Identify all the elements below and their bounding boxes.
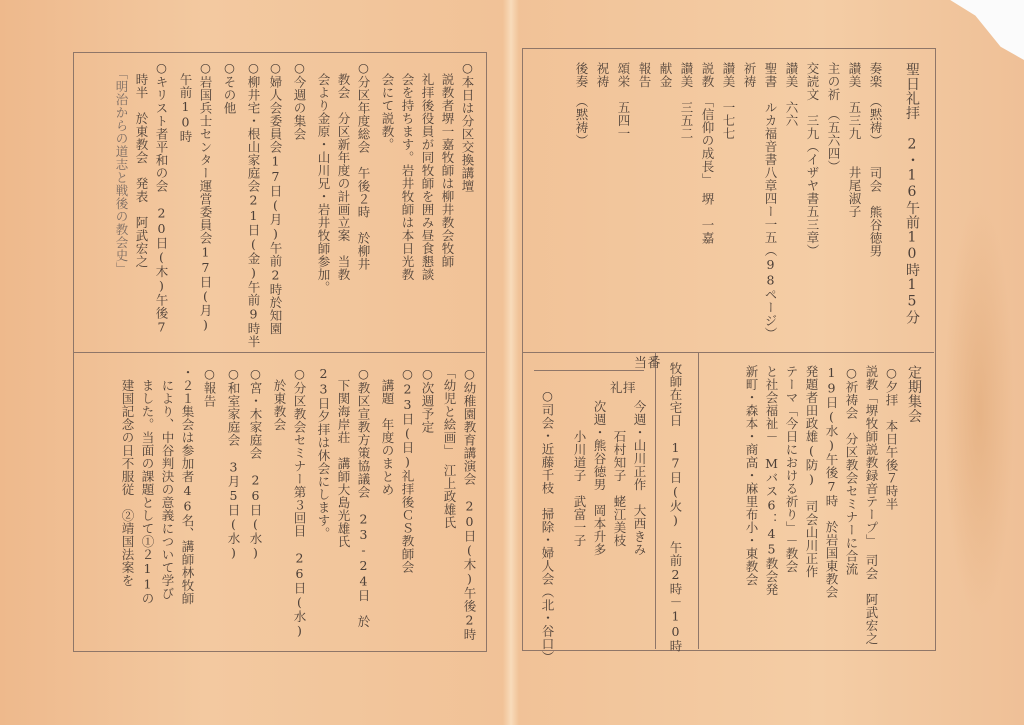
announcement-line: ○和室家庭会 3月5日(水) <box>226 366 241 561</box>
duties-worship-heading: 礼拝 <box>610 380 637 395</box>
duties-header-line <box>534 370 644 371</box>
announcement-line: ○分区年度総会 午後２時 於柳井 <box>356 60 371 271</box>
announcement-line: ました。当面の課題として①２11の <box>140 366 155 605</box>
paper-fold <box>503 0 519 725</box>
announcement-line: ○その他 <box>222 60 237 115</box>
item-label: 祈祷 <box>742 62 757 88</box>
worship-item-notices <box>637 62 652 101</box>
worship-item-prelude <box>868 62 883 258</box>
announcement-line: により、中谷判決の意義について学び <box>160 366 175 600</box>
regular-meeting-line: ○夕拝 本日午後７時半 <box>884 365 899 511</box>
worship-item-hymn1 <box>847 62 862 218</box>
announcement-line: ○報告 <box>202 366 217 408</box>
item-value: （黙祷） 司会 熊谷徳男 <box>868 101 883 258</box>
duty-line: 石村知子 蛯江美枝 <box>612 430 627 547</box>
announcement-line: 時半 於東教会 発表 阿武宏之 <box>134 60 149 268</box>
item-value: （黙祷） <box>574 101 589 147</box>
announcement-line: 会にて説教。 <box>380 60 395 151</box>
announcement-line: ○教区宣教方策協議会 23-24日 於 <box>356 366 371 628</box>
duty-line: 今週・山川正作 大西きみ <box>632 400 647 556</box>
item-value: 三九（イザヤ書五三章） <box>805 114 820 257</box>
worship-item-hymn2 <box>784 62 799 127</box>
announcement-line: ○婦人会委員会17日(月)午前2時於知園 <box>268 60 283 335</box>
worship-item-prayer <box>742 62 757 101</box>
announcement-line: 下関海岸荘 講師大島光雄氏 <box>336 366 351 548</box>
announcement-line: ○今週の集会 <box>292 60 307 141</box>
worship-item-doxology <box>616 62 631 140</box>
announcement-line: 礼拝後役員が同牧師を囲み昼食懇談 <box>420 60 435 281</box>
item-label: 後奏 <box>574 62 589 88</box>
item-label: 奏楽 <box>868 62 883 88</box>
duty-line: 次週・熊谷徳男 岡本升多 <box>592 400 607 556</box>
announcement-line: 建国記念の日不服従 ②靖国法案を <box>120 366 135 587</box>
announcement-line: ○分区教会セミナー第３回目 26日(水) <box>292 366 307 639</box>
duties-title: 当番 <box>634 356 662 371</box>
announcement-line: ○次週予定 <box>420 366 435 434</box>
announcement-line: ○幼稚園教育講演会 20日(木)午後2時 <box>462 366 477 641</box>
announcement-line: ○宮・木家庭会 26日(水) <box>248 366 263 561</box>
right-page-divider <box>522 352 934 353</box>
item-value: ルカ福音書八章四ー一五（98ページ） <box>763 101 778 340</box>
announcement-line: 会を持ちます。岩井牧師は本日光教 <box>400 60 415 281</box>
item-value: 一七七 <box>721 101 736 140</box>
regular-meeting-line: 新町・森本・商高・麻里布小・東教会 <box>744 365 759 586</box>
announcement-line: ○柳井宅・根山家庭会21日(金)午前9時半 <box>246 60 261 348</box>
announcement-line: 教会 分区新年度の計画立案 当教 <box>336 60 351 281</box>
announcement-line: ○23日(日)礼拝後ＣＳ教師会 <box>400 366 415 574</box>
announcement-line: ○本日は分区交換講壇 <box>460 60 475 193</box>
item-label: 讃美 <box>679 62 694 88</box>
item-label: 交読文 <box>805 62 820 101</box>
worship-item-sermon <box>700 62 715 245</box>
left-page-divider <box>73 352 485 353</box>
item-label: 報告 <box>637 62 652 88</box>
announcement-line: 「幼児と絵画」 江上政雄氏 <box>442 366 457 529</box>
item-value: 六六 <box>784 101 799 127</box>
announcement-line: 23日夕拝は休会にします。 <box>316 366 331 540</box>
worship-item-hymn4 <box>679 62 694 140</box>
duty-line: 小川道子 武富一子 <box>572 430 587 547</box>
announcement-line: ・２１集会は参加者46名、講師林牧師 <box>180 366 195 605</box>
regular-meeting-line: 説教「堺牧師説教録音テープ」 司会 阿武宏之 <box>864 365 879 645</box>
worship-item-hymn3 <box>721 62 736 140</box>
regular-meeting-line: ○祈祷会 分区教会セミナーに合流 <box>844 365 859 576</box>
item-label: 主の祈 <box>826 62 841 101</box>
item-label: 聖書 <box>763 62 778 88</box>
announcement-line: 午前10時 <box>178 60 193 143</box>
item-label: 説教 <box>700 62 715 88</box>
worship-title: 聖日礼拝 2・16午前10時15分 <box>904 62 920 325</box>
worship-item-benediction <box>595 62 610 101</box>
regular-meeting-line: 発題者田政雄(防) 司会山川正作 <box>804 365 819 578</box>
announcement-line: 講題 年度のまとめ <box>380 366 395 496</box>
item-value: 三五二 <box>679 101 694 140</box>
item-label: 讃美 <box>784 62 799 88</box>
announcement-line: ○岩国兵士センター運営委員会17日(月) <box>198 60 213 333</box>
item-label: 讃美 <box>721 62 736 88</box>
duties-divider <box>655 352 656 649</box>
worship-item-offering <box>658 62 673 101</box>
announcement-line: 「明治からの道志と戦後の教会史」 <box>114 60 129 275</box>
worship-item-responsive <box>805 62 820 257</box>
duty-line: ○司会・近藤千枝 掃除・婦人会（北・谷口） <box>540 388 555 664</box>
regular-meeting-line: 19日(水)午後7時 於岩国東教会 <box>824 365 839 599</box>
announcement-line: 説教者堺一嘉牧師は柳井教会牧師 <box>440 60 455 268</box>
pastor-divider <box>698 352 699 649</box>
announcement-line: 会より金原・山川兄・岩井牧師参加。 <box>316 60 331 294</box>
regular-meeting-line: と社会福祉－ Mバス6：45教会発 <box>764 365 779 596</box>
item-label: 祝祷 <box>595 62 610 88</box>
pastor-home-line: 牧師在宅日 17日(火) 午前2時－10時 <box>668 362 683 653</box>
worship-item-postlude <box>574 62 589 147</box>
worship-item-scripture <box>763 62 778 340</box>
item-value: 「信仰の成長」 堺 一嘉 <box>700 101 715 245</box>
paper-stain <box>944 200 1014 620</box>
item-label: 頌栄 <box>616 62 631 88</box>
worship-item-lordsprayer <box>826 62 841 173</box>
item-value: （五六四） <box>826 114 841 173</box>
regular-meeting-line: テーマ「今日における祈り」－教会 <box>784 365 799 573</box>
item-label: 献金 <box>658 62 673 88</box>
announcement-line: 於東教会 <box>272 366 287 431</box>
item-value: 五四一 <box>616 101 631 140</box>
regular-meetings-title: 定期集会 <box>906 365 922 423</box>
announcement-line: ○キリスト者平和の会 20日(木)午後7 <box>154 60 169 335</box>
item-value: 五三九 井尾淑子 <box>847 101 862 218</box>
item-label: 讃美 <box>847 62 862 88</box>
